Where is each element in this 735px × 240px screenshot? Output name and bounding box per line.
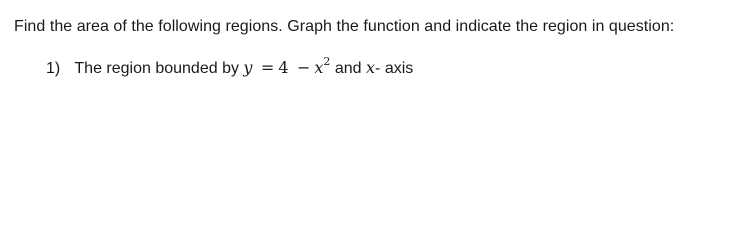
problem-1 <box>46 54 414 78</box>
math-var-y: y <box>243 58 253 77</box>
math-equals: = <box>260 58 275 77</box>
problem-number: 1) <box>46 60 61 77</box>
math-constant: 4 <box>278 58 289 77</box>
instruction-text: Find the area of the following regions. Graph the function and indicate the region in question: <box>14 18 675 35</box>
problem-conjunction: and <box>334 60 362 77</box>
problem-axis-suffix: - axis <box>375 60 414 77</box>
math-minus: − <box>296 58 311 77</box>
math-axis-var: x <box>366 58 376 77</box>
problem-text: The region bounded by <box>74 60 239 77</box>
math-var-x: x <box>314 58 324 77</box>
math-exponent: 2 <box>323 54 331 68</box>
